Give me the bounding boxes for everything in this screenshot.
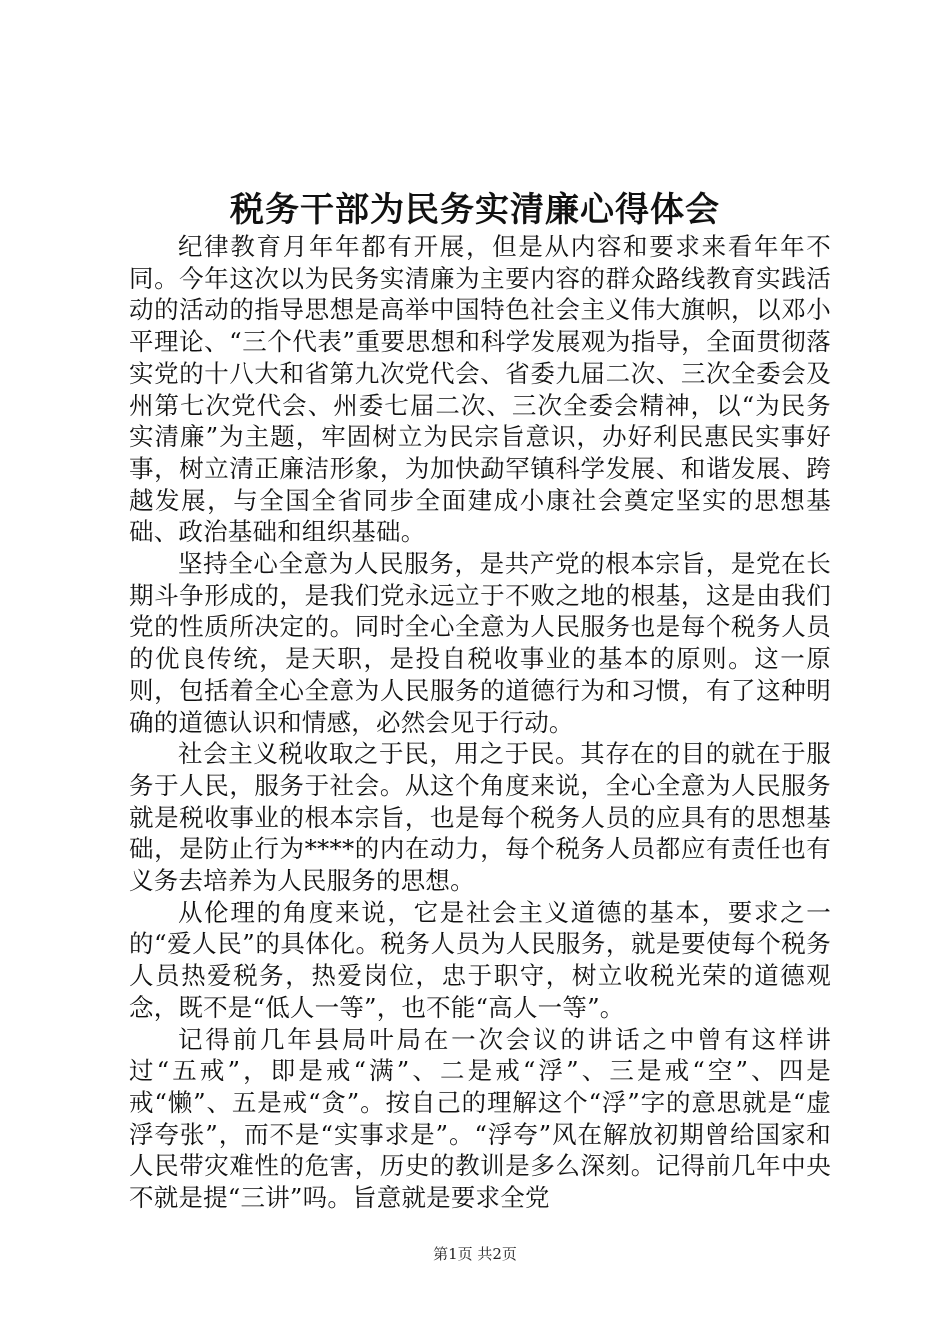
document-body xyxy=(129,231,831,1214)
page-number-footer: 第1页 共2页 xyxy=(433,1245,517,1263)
document-title: 税务干部为民务实清廉心得体会 xyxy=(230,190,720,230)
paragraph-2: 坚持全心全意为人民服务，是共产党的根本宗旨，是党在长期斗争形成的，是我们党永远立于不败之地的根基，这是由我们党的性质所决定的。同时全心全意为人民服务也是每个税务人员的优良传统，是天职，是投自税收事业的基本的原则。这一原则，包括着全心全意为人民服务的道德行为和习惯，有了这种明确的道德认识和情感，必然会见于行动。 xyxy=(129,549,831,737)
paragraph-5: 记得前几年县局叶局在一次会议的讲话之中曾有这样讲过“五戒”，即是戒“满”、二是戒“浮”、三是戒“空”、四是戒“懒”、五是戒“贪”。按自己的理解这个“浮”字的意思就是“虚浮夸张”，而不是“实事求是”。“浮夸”风在解放初期曾给国家和人民带灾难性的危害，历史的教训是多么深刻。记得前几年中央不就是提“三讲”吗。旨意就是要求全党 xyxy=(129,1024,831,1213)
paragraph-1: 纪律教育月年年都有开展，但是从内容和要求来看年年不同。今年这次以为民务实清廉为主要内容的群众路线教育实践活动的活动的指导思想是高举中国特色社会主义伟大旗帜，以邓小平理论、“三个代表”重要思想和科学发展观为指导，全面贯彻落实党的十八大和省第九次党代会、省委九届二次、三次全委会及州第七次党代会、州委七届二次、三次全委会精神，以“为民务实清廉”为主题，牢固树立为民宗旨意识，办好利民惠民实事好事，树立清正廉洁形象，为加快勐罕镇科学发展、和谐发展、跨越发展，与全国全省同步全面建成小康社会奠定坚实的思想基础、政治基础和组织基础。 xyxy=(129,232,831,547)
paragraph-3: 社会主义税收取之于民，用之于民。其存在的目的就在于服务于人民，服务于社会。从这个角度来说，全心全意为人民服务就是税收事业的根本宗旨，也是每个税务人员的应具有的思想基础，是防止行为****的内在动力，每个税务人员都应有责任也有义务去培养为人民服务的思想。 xyxy=(129,739,831,896)
paragraph-4: 从伦理的角度来说，它是社会主义道德的基本，要求之一的“爱人民”的具体化。税务人员为人民服务，就是要使每个税务人员热爱税务，热爱岗位，忠于职守，树立收税光荣的道德观念，既不是“低人一等”，也不能“高人一等”。 xyxy=(129,897,831,1022)
